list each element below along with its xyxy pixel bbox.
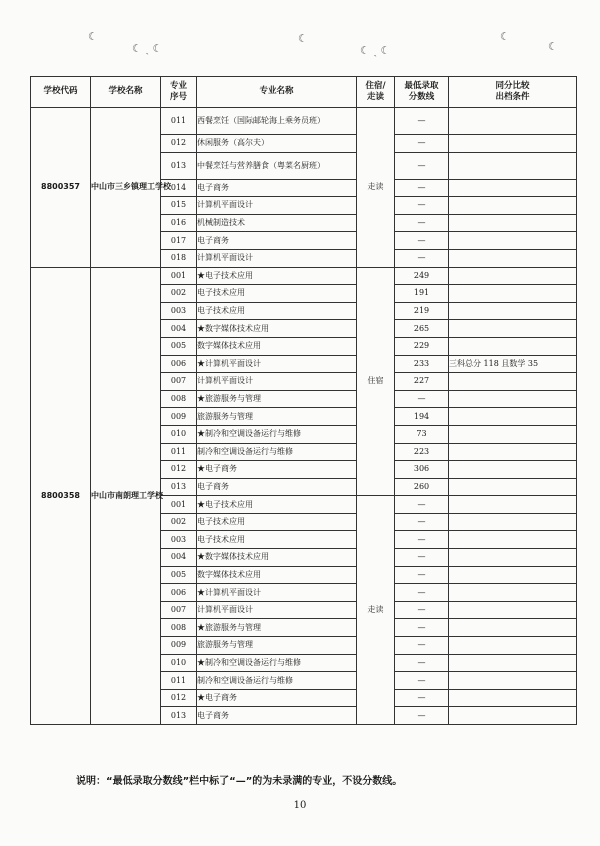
min-score: — xyxy=(395,214,449,232)
tie-break-condition xyxy=(449,461,577,479)
min-score: — xyxy=(395,152,449,179)
major-seq: 005 xyxy=(161,566,197,584)
tie-break-condition xyxy=(449,373,577,391)
major-seq: 015 xyxy=(161,197,197,215)
boarding-type: 走读 xyxy=(357,496,395,725)
major-name: 数字媒体技术应用 xyxy=(197,337,357,355)
tie-break-condition xyxy=(449,285,577,303)
tie-break-condition xyxy=(449,566,577,584)
table-row xyxy=(31,267,577,285)
tie-break-condition xyxy=(449,601,577,619)
major-name: 电子技术应用 xyxy=(197,285,357,303)
min-score: — xyxy=(395,135,449,153)
major-seq: 011 xyxy=(161,672,197,690)
major-seq: 004 xyxy=(161,549,197,567)
major-seq: 012 xyxy=(161,461,197,479)
tie-break-condition xyxy=(449,108,577,135)
min-score: — xyxy=(395,390,449,408)
tie-break-condition xyxy=(449,337,577,355)
decorative-marks: ☾ xyxy=(548,40,558,53)
tie-break-condition xyxy=(449,707,577,725)
decorative-marks: ☾ xyxy=(500,30,510,43)
decorative-marks: ☾ ˎ ☾ xyxy=(132,42,163,55)
min-score: — xyxy=(395,672,449,690)
min-score: — xyxy=(395,531,449,549)
tie-break-condition xyxy=(449,267,577,285)
major-name: 电子技术应用 xyxy=(197,302,357,320)
min-score: 229 xyxy=(395,337,449,355)
major-seq: 011 xyxy=(161,443,197,461)
major-name: 旅游服务与管理 xyxy=(197,408,357,426)
min-score: — xyxy=(395,549,449,567)
tie-break-condition xyxy=(449,249,577,267)
table-body xyxy=(31,108,577,725)
major-seq: 006 xyxy=(161,355,197,373)
tie-break-condition xyxy=(449,214,577,232)
min-score: — xyxy=(395,179,449,197)
school-code: 8800357 xyxy=(31,108,91,268)
major-name: 中餐烹饪与营养膳食（粤菜名厨班） xyxy=(197,152,357,179)
boarding-type: 走读 xyxy=(357,108,395,268)
tie-break-condition: 三科总分 118 且数学 35 xyxy=(449,355,577,373)
major-seq: 003 xyxy=(161,302,197,320)
major-seq: 003 xyxy=(161,531,197,549)
min-score: 223 xyxy=(395,443,449,461)
major-name: 休闲服务（高尔夫） xyxy=(197,135,357,153)
major-name: 西餐烹饪（国际邮轮海上乘务员班） xyxy=(197,108,357,135)
major-seq: 007 xyxy=(161,373,197,391)
major-seq: 006 xyxy=(161,584,197,602)
major-name: ★电子商务 xyxy=(197,689,357,707)
major-seq: 004 xyxy=(161,320,197,338)
min-score: — xyxy=(395,584,449,602)
major-seq: 009 xyxy=(161,637,197,655)
major-seq: 013 xyxy=(161,152,197,179)
major-seq: 013 xyxy=(161,707,197,725)
tie-break-condition xyxy=(449,443,577,461)
header-boarding: 住宿/ 走读 xyxy=(357,77,395,108)
min-score: — xyxy=(395,566,449,584)
min-score: 249 xyxy=(395,267,449,285)
tie-break-condition xyxy=(449,197,577,215)
major-seq: 007 xyxy=(161,601,197,619)
boarding-type: 住宿 xyxy=(357,267,395,496)
major-seq: 012 xyxy=(161,689,197,707)
min-score: 194 xyxy=(395,408,449,426)
header-school-name: 学校名称 xyxy=(91,77,161,108)
major-seq: 010 xyxy=(161,654,197,672)
min-score: 73 xyxy=(395,425,449,443)
major-seq: 010 xyxy=(161,425,197,443)
major-name: ★制冷和空调设备运行与维修 xyxy=(197,425,357,443)
header-major: 专业名称 xyxy=(197,77,357,108)
table-row xyxy=(31,108,577,135)
tie-break-condition xyxy=(449,232,577,250)
tie-break-condition xyxy=(449,135,577,153)
tie-break-condition xyxy=(449,320,577,338)
major-name: 旅游服务与管理 xyxy=(197,637,357,655)
major-name: ★计算机平面设计 xyxy=(197,355,357,373)
min-score: 260 xyxy=(395,478,449,496)
min-score: — xyxy=(395,513,449,531)
major-name: 电子技术应用 xyxy=(197,531,357,549)
school-code: 8800358 xyxy=(31,267,91,724)
major-name: 计算机平面设计 xyxy=(197,373,357,391)
min-score: — xyxy=(395,689,449,707)
major-name: ★数字媒体技术应用 xyxy=(197,320,357,338)
major-seq: 013 xyxy=(161,478,197,496)
min-score: — xyxy=(395,197,449,215)
min-score: — xyxy=(395,601,449,619)
header-min-score: 最低录取 分数线 xyxy=(395,77,449,108)
major-seq: 018 xyxy=(161,249,197,267)
min-score: 219 xyxy=(395,302,449,320)
min-score: — xyxy=(395,637,449,655)
header-condition: 同分比较 出档条件 xyxy=(449,77,577,108)
min-score: 265 xyxy=(395,320,449,338)
school-name: 中山市三乡镇理工学校 xyxy=(91,108,161,268)
min-score: — xyxy=(395,619,449,637)
major-name: ★电子商务 xyxy=(197,461,357,479)
major-seq: 009 xyxy=(161,408,197,426)
tie-break-condition xyxy=(449,637,577,655)
major-name: 电子商务 xyxy=(197,179,357,197)
tie-break-condition xyxy=(449,549,577,567)
major-name: ★电子技术应用 xyxy=(197,496,357,514)
major-seq: 001 xyxy=(161,496,197,514)
major-seq: 012 xyxy=(161,135,197,153)
major-name: ★旅游服务与管理 xyxy=(197,619,357,637)
major-seq: 001 xyxy=(161,267,197,285)
min-score: — xyxy=(395,232,449,250)
tie-break-condition xyxy=(449,531,577,549)
tie-break-condition xyxy=(449,689,577,707)
min-score: — xyxy=(395,108,449,135)
tie-break-condition xyxy=(449,619,577,637)
min-score: 233 xyxy=(395,355,449,373)
major-name: 制冷和空调设备运行与维修 xyxy=(197,443,357,461)
major-name: ★电子技术应用 xyxy=(197,267,357,285)
major-name: 数字媒体技术应用 xyxy=(197,566,357,584)
min-score: — xyxy=(395,496,449,514)
decorative-marks: ☾ ˎ ☾ xyxy=(360,44,391,57)
major-name: 计算机平面设计 xyxy=(197,197,357,215)
min-score: — xyxy=(395,249,449,267)
major-name: 电子商务 xyxy=(197,232,357,250)
tie-break-condition xyxy=(449,496,577,514)
major-name: ★旅游服务与管理 xyxy=(197,390,357,408)
tie-break-condition xyxy=(449,390,577,408)
major-name: 机械制造技术 xyxy=(197,214,357,232)
tie-break-condition xyxy=(449,478,577,496)
major-name: 电子技术应用 xyxy=(197,513,357,531)
min-score: — xyxy=(395,707,449,725)
major-name: ★制冷和空调设备运行与维修 xyxy=(197,654,357,672)
tie-break-condition xyxy=(449,408,577,426)
major-seq: 014 xyxy=(161,179,197,197)
page-number: 10 xyxy=(293,800,307,811)
tie-break-condition xyxy=(449,672,577,690)
decorative-marks: ☾ xyxy=(88,30,98,43)
major-seq: 017 xyxy=(161,232,197,250)
major-seq: 016 xyxy=(161,214,197,232)
tie-break-condition xyxy=(449,302,577,320)
tie-break-condition xyxy=(449,584,577,602)
major-name: ★数字媒体技术应用 xyxy=(197,549,357,567)
tie-break-condition xyxy=(449,654,577,672)
footnote: 说明：“最低录取分数线”栏中标了“—”的为未录满的专业，不设分数线。 xyxy=(76,776,403,787)
decorative-marks: ☾ xyxy=(298,32,308,45)
major-name: ★计算机平面设计 xyxy=(197,584,357,602)
major-name: 计算机平面设计 xyxy=(197,249,357,267)
major-seq: 008 xyxy=(161,619,197,637)
major-seq: 002 xyxy=(161,513,197,531)
min-score: 191 xyxy=(395,285,449,303)
school-name: 中山市南朗理工学校 xyxy=(91,267,161,724)
header-school-code: 学校代码 xyxy=(31,77,91,108)
major-seq: 008 xyxy=(161,390,197,408)
major-name: 制冷和空调设备运行与维修 xyxy=(197,672,357,690)
min-score: 306 xyxy=(395,461,449,479)
major-name: 电子商务 xyxy=(197,478,357,496)
tie-break-condition xyxy=(449,152,577,179)
min-score: 227 xyxy=(395,373,449,391)
major-name: 电子商务 xyxy=(197,707,357,725)
major-name: 计算机平面设计 xyxy=(197,601,357,619)
header-seq: 专业 序号 xyxy=(161,77,197,108)
table-header-row xyxy=(31,77,577,108)
tie-break-condition xyxy=(449,425,577,443)
major-seq: 002 xyxy=(161,285,197,303)
major-seq: 005 xyxy=(161,337,197,355)
major-seq: 011 xyxy=(161,108,197,135)
admission-score-table xyxy=(30,76,577,725)
min-score: — xyxy=(395,654,449,672)
tie-break-condition xyxy=(449,179,577,197)
tie-break-condition xyxy=(449,513,577,531)
